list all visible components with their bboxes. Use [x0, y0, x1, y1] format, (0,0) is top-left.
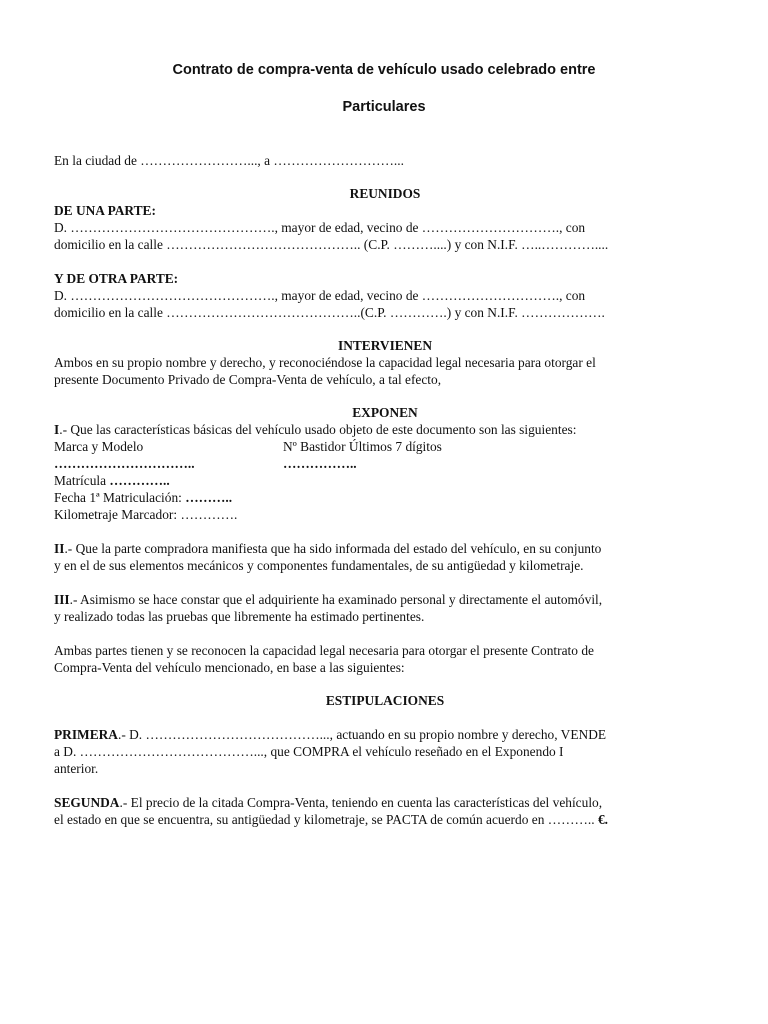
intervienen-line2: presente Documento Privado de Compra-Venta de vehículo, a tal efecto, [54, 372, 442, 387]
ambas-line1: Ambas partes tienen y se reconocen la capacidad legal necesaria para otorgar el presente Contrato de [54, 643, 594, 658]
exponen-i-text: .- Que las características básicas del vehículo usado objeto de este documento son las siguientes: [59, 422, 577, 437]
segunda-text: .- El precio de la citada Compra-Venta, teniendo en cuenta las características del vehículo, [119, 795, 603, 810]
section-estipulaciones: ESTIPULACIONES [325, 693, 445, 708]
fecha-line [54, 489, 716, 506]
exponen-ii-text: .- Que la parte compradora manifiesta que ha sido informada del estado del vehículo, en su conjunto [64, 541, 602, 556]
parte1-line2: domicilio en la calle …………………………………….. (C.P. ………....) y con N.I.F. …..………….... [54, 237, 609, 252]
primera-label: PRIMERA [54, 727, 118, 742]
numeral-iii: III [54, 592, 70, 607]
exponen-iii-text: .- Asimismo se hace constar que el adquiriente ha examinado personal y directamente el automóvil, [69, 592, 603, 607]
numeral-i: I [54, 422, 60, 437]
section-reunidos: REUNIDOS [349, 186, 421, 201]
numeral-ii: II [54, 541, 65, 556]
bastidor-dots: …………….. [283, 456, 357, 471]
parte2-line2: domicilio en la calle ……………………………………..(C.P. ………….) y con N.I.F. ………………. [54, 305, 605, 320]
primera-line3: anterior. [54, 761, 99, 776]
matricula-label: Matrícula [54, 473, 107, 488]
km-label: Kilometraje Marcador: [54, 507, 178, 522]
exponen-iii-line2: y realizado todas las pruebas que libremente ha estimado pertinentes. [54, 609, 425, 624]
ambas-line2: Compra-Venta del vehículo mencionado, en base a las siguientes: [54, 660, 405, 675]
document-body [54, 152, 716, 828]
segunda-label: SEGUNDA [54, 795, 120, 810]
bastidor-label: Nº Bastidor Últimos 7 dígitos [283, 439, 442, 454]
exponen-i [54, 421, 716, 438]
document-title-line1: Contrato de compra-venta de vehículo usado celebrado entre [172, 62, 596, 78]
vehicle-labels-row [54, 438, 716, 455]
section-exponen: EXPONEN [352, 405, 418, 420]
segunda-line2 [54, 811, 716, 828]
parte2-heading: Y DE OTRA PARTE: [54, 271, 179, 286]
fecha-label: Fecha 1ª Matriculación: [54, 490, 182, 505]
parte1-line1: D. ………………………………………., mayor de edad, vecino de …………………………., con [54, 220, 586, 235]
marca-modelo-label: Marca y Modelo [54, 439, 144, 454]
marca-modelo-dots: ………………………….. [54, 456, 195, 471]
vehicle-dots-row [54, 455, 716, 472]
document-title-line2: Particulares [342, 99, 426, 115]
exponen-ii-line1 [54, 540, 716, 557]
matricula-dots: ………….. [109, 473, 170, 488]
city-line: En la ciudad de ……………………..., a ………………………... [54, 153, 404, 168]
primera-line1 [54, 726, 716, 743]
exponen-iii-line1 [54, 591, 716, 608]
fecha-dots: ……….. [185, 490, 233, 505]
intervienen-line1: Ambos en su propio nombre y derecho, y reconociéndose la capacidad legal necesaria para otorgar el [54, 355, 596, 370]
primera-text: .- D. …………………………………..., actuando en su propio nombre y derecho, VENDE [117, 727, 607, 742]
segunda-line1 [54, 794, 716, 811]
section-intervienen: INTERVIENEN [337, 338, 433, 353]
euro-symbol: €. [597, 812, 608, 827]
segunda-text2: el estado en que se encuentra, su antigüedad y kilometraje, se PACTA de común acuerdo en ……….. [54, 812, 598, 827]
km-line [54, 506, 716, 523]
primera-line2: a D. …………………………………..., que COMPRA el vehículo reseñado en el Exponendo I [54, 744, 564, 759]
exponen-ii-line2: y en el de sus elementos mecánicos y componentes fundamentales, de su antigüedad y kilometraje. [54, 558, 584, 573]
matricula-line [54, 472, 716, 489]
km-dots: …………. [180, 507, 238, 522]
parte2-line1: D. ………………………………………., mayor de edad, vecino de …………………………., con [54, 288, 586, 303]
parte1-heading: DE UNA PARTE: [54, 203, 156, 218]
